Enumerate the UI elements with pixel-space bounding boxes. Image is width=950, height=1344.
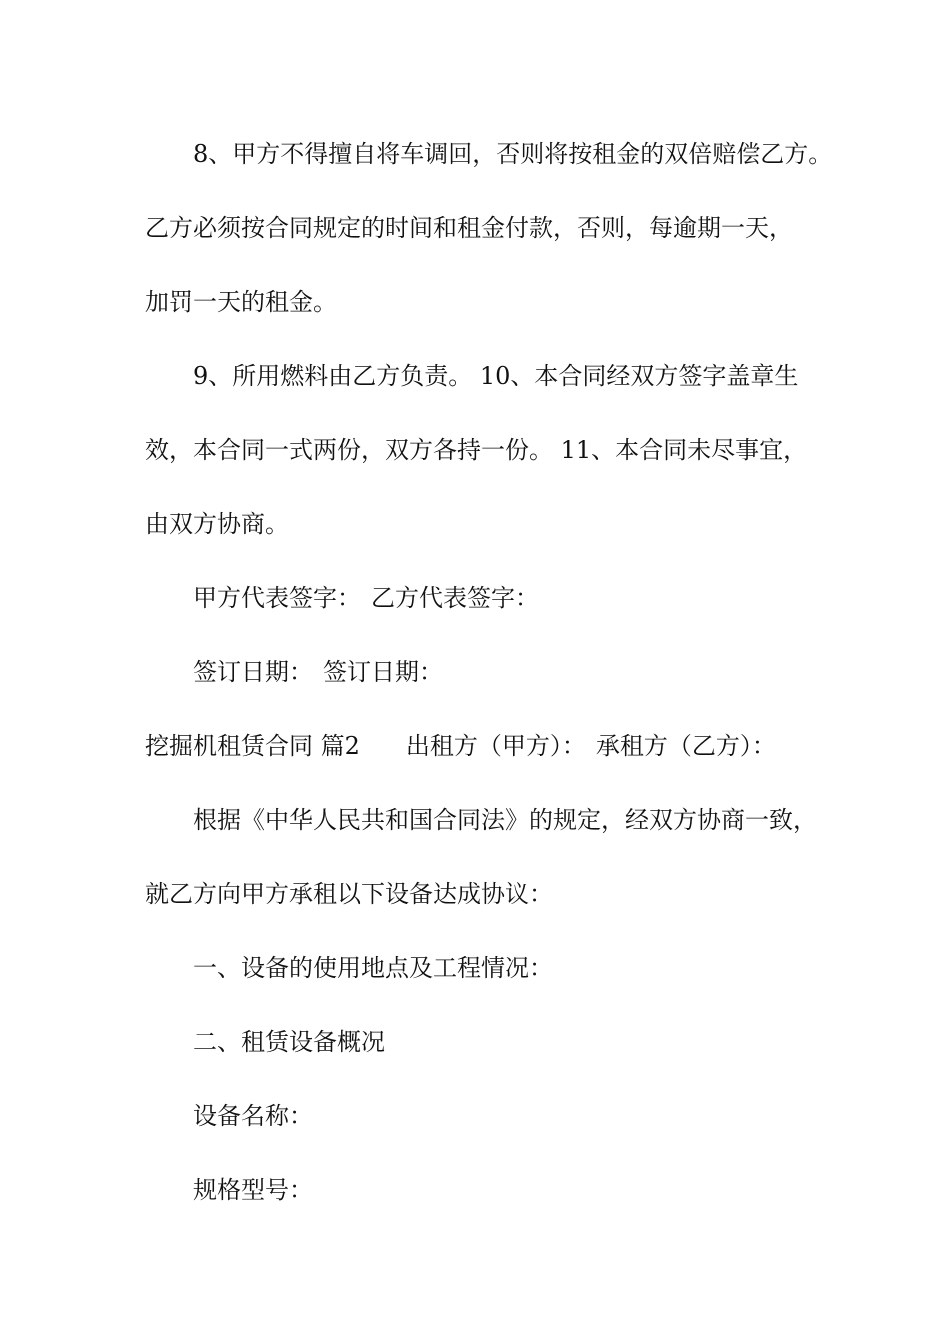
paragraph-line: 由双方协商。 [145, 510, 289, 538]
paragraph-line: 效，本合同一式两份，双方各持一份。 11、本合同未尽事宜， [145, 436, 808, 464]
clause-heading: 一、设备的使用地点及工程情况： [193, 954, 553, 982]
section-title: 挖掘机租赁合同 篇2 [145, 732, 360, 760]
paragraph-line: 就乙方向甲方承租以下设备达成协议： [145, 880, 553, 908]
section-heading-line [145, 729, 776, 763]
signature-line [193, 581, 539, 615]
paragraph-line: 根据《中华人民共和国合同法》的规定，经双方协商一致， [193, 806, 817, 834]
party-a-signature-label: 甲方代表签字： [193, 584, 361, 612]
date-line [193, 655, 443, 689]
lessee-label: 承租方（乙方）： [595, 732, 776, 760]
lessor-label: 出租方（甲方）： [405, 732, 586, 760]
clause-heading: 二、租赁设备概况 [193, 1028, 385, 1056]
paragraph-line: 乙方必须按合同规定的时间和租金付款，否则，每逾期一天， [145, 214, 793, 242]
paragraph-line: 9、所用燃料由乙方负责。 10、本合同经双方签字盖章生 [193, 362, 799, 390]
paragraph-line: 加罚一天的租金。 [145, 288, 337, 316]
signing-date-label-b: 签订日期： [323, 658, 443, 686]
paragraph-line: 8、甲方不得擅自将车调回，否则将按租金的双倍赔偿乙方。 [193, 140, 833, 168]
signing-date-label-a: 签订日期： [193, 658, 313, 686]
field-label: 设备名称： [193, 1102, 313, 1130]
party-b-signature-label: 乙方代表签字： [371, 584, 539, 612]
field-label: 规格型号： [193, 1176, 313, 1204]
